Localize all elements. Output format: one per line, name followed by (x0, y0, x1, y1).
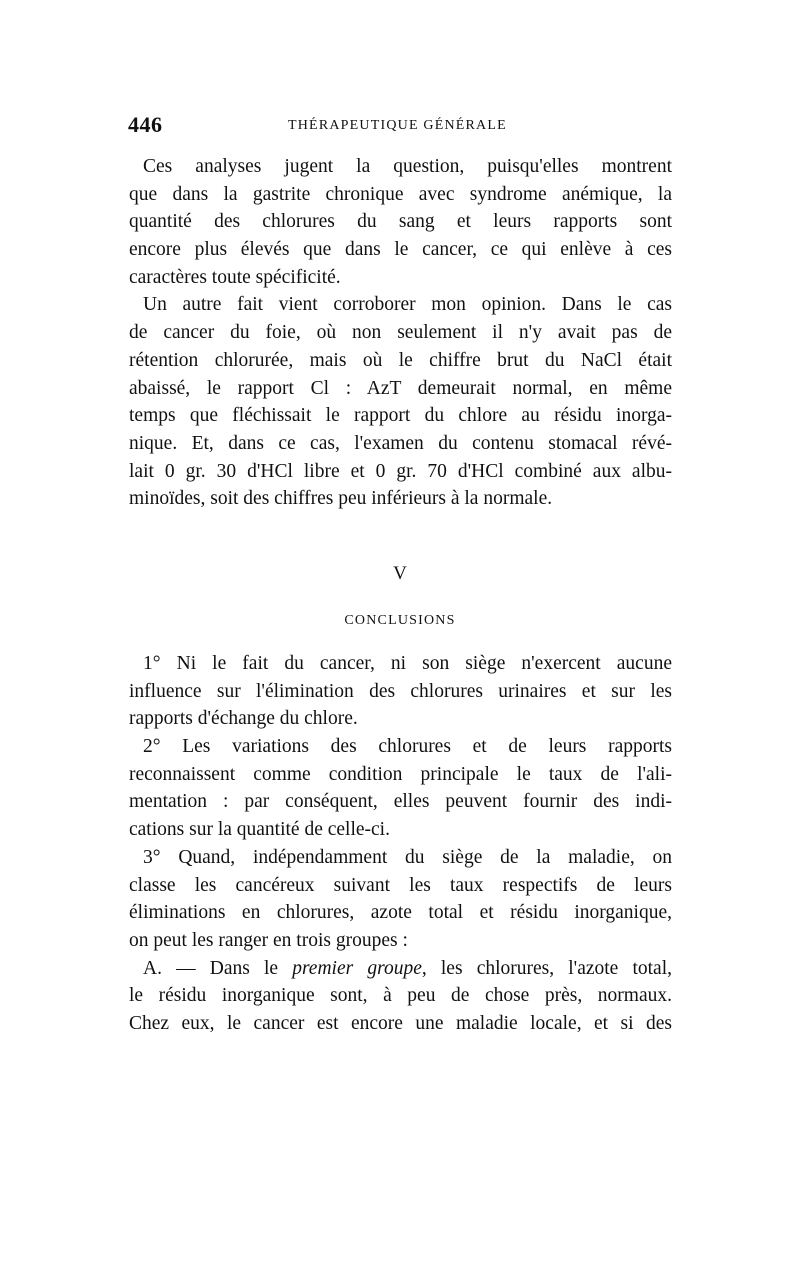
running-head (128, 112, 672, 142)
text-line: rétention chlorurée, mais où le chiffre brut du NaCl était (129, 349, 672, 371)
text-line: encore plus élevés que dans le cancer, ce qui enlève à ces (129, 239, 672, 261)
text-line: de cancer du foie, où non seulement il n'y avait pas de (129, 322, 672, 344)
section-title: CONCLUSIONS (344, 613, 456, 628)
text-line: caractères toute spécificité. (129, 266, 341, 288)
page-number: 446 (128, 112, 163, 137)
text-line: mentation : par conséquent, elles peuvent fournir des indi- (129, 791, 672, 813)
text-line: minoïdes, soit des chiffres peu inférieurs à la normale. (129, 488, 553, 510)
text-line-group-a (129, 955, 672, 983)
text-line: influence sur l'élimination des chlorures urinaires et sur les (129, 680, 672, 702)
running-title: THÉRAPEUTIQUE GÉNÉRALE (288, 118, 507, 133)
section-number: V (393, 563, 407, 584)
text-line: cations sur la quantité de celle-ci. (129, 819, 390, 841)
text-line: classe les cancéreux suivant les taux respectifs de leurs (129, 874, 672, 896)
text-line: que dans la gastrite chronique avec syndrome anémique, la (129, 183, 672, 205)
text-line: abaissé, le rapport Cl : AzT demeurait normal, en même (129, 377, 672, 399)
text-line: reconnaissent comme condition principale le taux de l'ali- (129, 763, 672, 785)
text-line: temps que fléchissait le rapport du chlore au résidu inorga- (129, 405, 672, 427)
text-line: le résidu inorganique sont, à peu de chose près, normaux. (129, 985, 672, 1007)
body-text-top (129, 153, 672, 513)
text-line: Chez eux, le cancer est encore une maladie locale, et si des (129, 1012, 672, 1034)
text-line: quantité des chlorures du sang et leurs rapports sont (129, 211, 672, 233)
text-line: on peut les ranger en trois groupes : (129, 929, 408, 951)
conclusions-text (129, 650, 672, 1038)
group-a-italic: premier groupe (292, 957, 422, 979)
text-line: 1° Ni le fait du cancer, ni son siège n'exercent aucune (143, 653, 672, 674)
text-line: 2° Les variations des chlorures et de leurs rapports (143, 736, 672, 758)
text-line: éliminations en chlorures, azote total et résidu inorganique, (129, 902, 672, 924)
text-line: lait 0 gr. 30 d'HCl libre et 0 gr. 70 d'HCl combiné aux albu- (129, 460, 672, 482)
text-line: Ces analyses jugent la question, puisqu'elles montrent (143, 156, 672, 177)
group-a-lead: A. — Dans le (143, 957, 293, 979)
group-a-rest: , les chlorures, l'azote total, (421, 957, 673, 979)
text-line: rapports d'échange du chlore. (129, 708, 358, 730)
text-line: 3° Quand, indépendamment du siège de la maladie, on (143, 846, 672, 868)
text-line: nique. Et, dans ce cas, l'examen du contenu stomacal révé- (129, 432, 672, 454)
text-line: Un autre fait vient corroborer mon opinion. Dans le cas (143, 294, 672, 316)
